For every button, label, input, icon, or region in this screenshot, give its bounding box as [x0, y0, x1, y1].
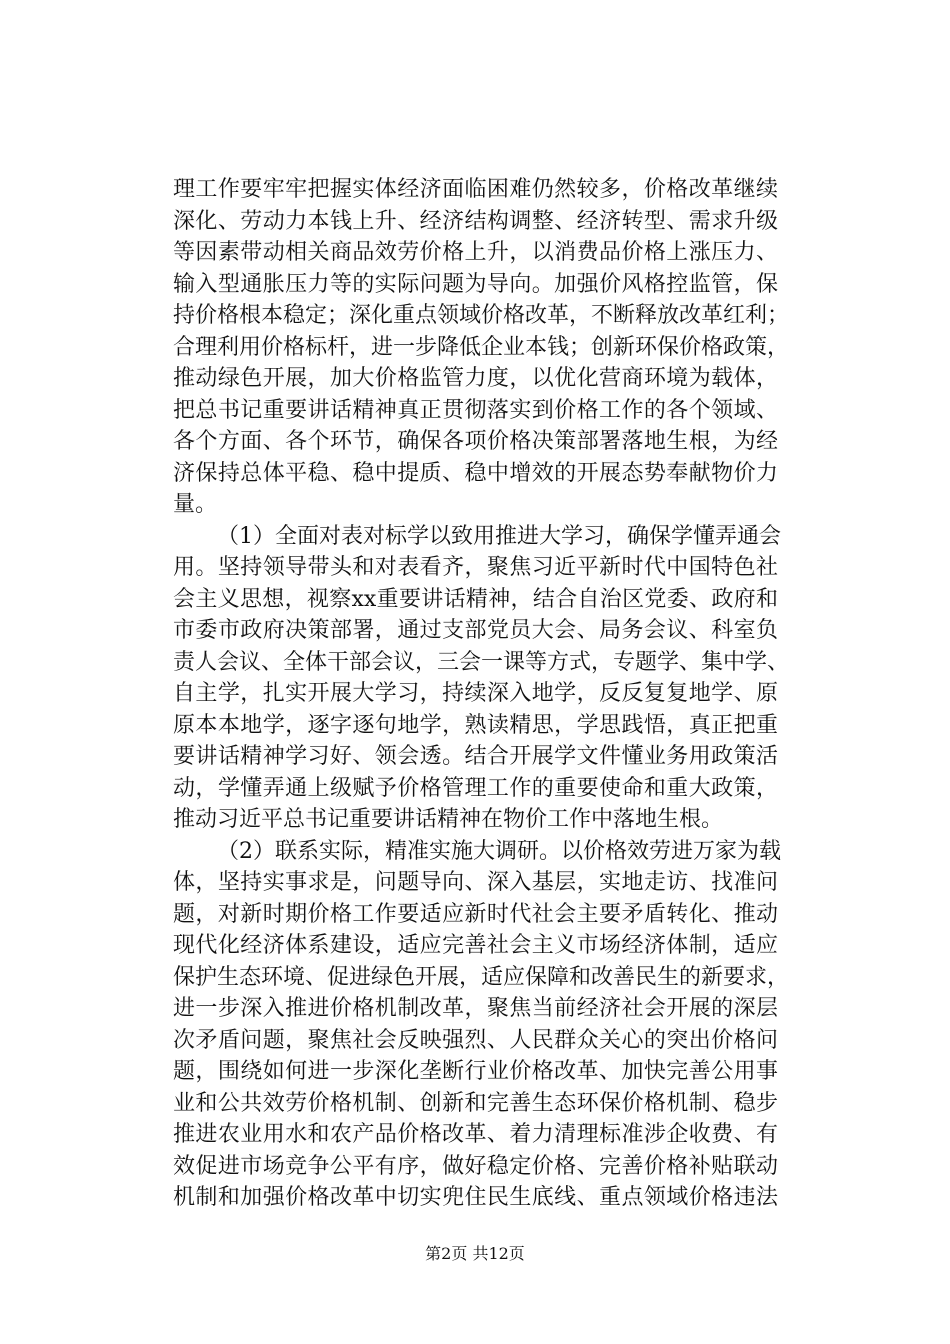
- text-line: 推动绿色开展，加大价格监管力度，以优化营商环境为载体，: [173, 366, 778, 391]
- text-line: 合理利用价格标杆，进一步降低企业本钱；创新环保价格政策，: [173, 334, 790, 360]
- text-line: 要讲话精神学习好、领会透。结合开展学文件懂业务用政策活: [173, 744, 778, 769]
- text-line: 进一步深入推进价格机制改革，聚焦当前经济社会开展的深层: [173, 996, 778, 1021]
- text-line: 把总书记重要讲话精神真正贯彻落实到价格工作的各个领域、: [173, 397, 778, 423]
- text-line: 保护生态环境、促进绿色开展，适应保障和改善民生的新要求，: [173, 964, 790, 990]
- page-footer: 第2页 共12页: [425, 1244, 525, 1263]
- text-line: 深化、劳动力本钱上升、经济结构调整、经济转型、需求升级: [173, 208, 778, 234]
- text-line: 市委市政府决策部署，通过支部党员大会、局务会议、科室负: [173, 618, 778, 643]
- text-line: 责人会议、全体干部会议，三会一课等方式，专题学、集中学、: [173, 649, 790, 675]
- text-line: 各个方面、各个环节，确保各项价格决策部署落地生根，为经: [173, 429, 778, 454]
- text-line: 题，对新时期价格工作要适应新时代社会主要矛盾转化、推动: [173, 901, 778, 927]
- text-line: （1）全面对表对标学以致用推进大学习，确保学懂弄通会: [217, 523, 781, 549]
- text-line: 量。: [173, 492, 218, 517]
- paragraph: [173, 836, 790, 1214]
- text-line: 题，围绕如何进一步深化垄断行业价格改革、加快完善公用事: [173, 1059, 778, 1084]
- text-line: 效促进市场竞争公平有序，做好稳定价格、完善价格补贴联动: [173, 1153, 778, 1179]
- text-line: 次矛盾问题，聚焦社会反映强烈、人民群众关心的突出价格问: [173, 1027, 778, 1053]
- text-line: 输入型通胀压力等的实际问题为导向。加强价风格控监管，保: [173, 271, 778, 297]
- text-line: 用。坚持领导带头和对表看齐，聚焦习近平新时代中国特色社: [173, 555, 778, 580]
- text-line: （2）联系实际，精准实施大调研。以价格效劳进万家为载: [217, 838, 781, 864]
- paragraph: [173, 521, 790, 836]
- text-line: 济保持总体平稳、稳中提质、稳中增效的开展态势奉献物价力: [173, 460, 778, 486]
- text-line: 业和公共效劳价格机制、创新和完善生态环保价格机制、稳步: [173, 1090, 778, 1116]
- document-body: [173, 174, 790, 1214]
- text-line: 自主学，扎实开展大学习，持续深入地学，反反复复地学、原: [173, 681, 778, 706]
- paragraph: [173, 174, 790, 521]
- text-line: 持价格根本稳定；深化重点领域价格改革，不断释放改革红利；: [173, 303, 790, 328]
- text-line: 原本本地学，逐字逐句地学，熟读精思，学思践悟，真正把重: [173, 712, 778, 738]
- text-line: 理工作要牢牢把握实体经济面临困难仍然较多，价格改革继续: [173, 177, 778, 202]
- text-line: 体，坚持实事求是，问题导向、深入基层，实地走访、找准问: [173, 870, 778, 895]
- text-line: 会主义思想，视察xx重要讲话精神，结合自治区党委、政府和: [173, 586, 778, 612]
- text-line: 动，学懂弄通上级赋予价格管理工作的重要使命和重大政策，: [173, 775, 778, 801]
- text-line: 推动习近平总书记重要讲话精神在物价工作中落地生根。: [173, 807, 724, 832]
- text-line: 现代化经济体系建设，适应完善社会主义市场经济体制，适应: [173, 933, 778, 958]
- text-line: 推进农业用水和农产品价格改革、着力清理标准涉企收费、有: [173, 1122, 778, 1147]
- text-line: 机制和加强价格改革中切实兜住民生底线、重点领域价格违法: [173, 1185, 778, 1210]
- text-line: 等因素带动相关商品效劳价格上升，以消费品价格上涨压力、: [173, 240, 778, 265]
